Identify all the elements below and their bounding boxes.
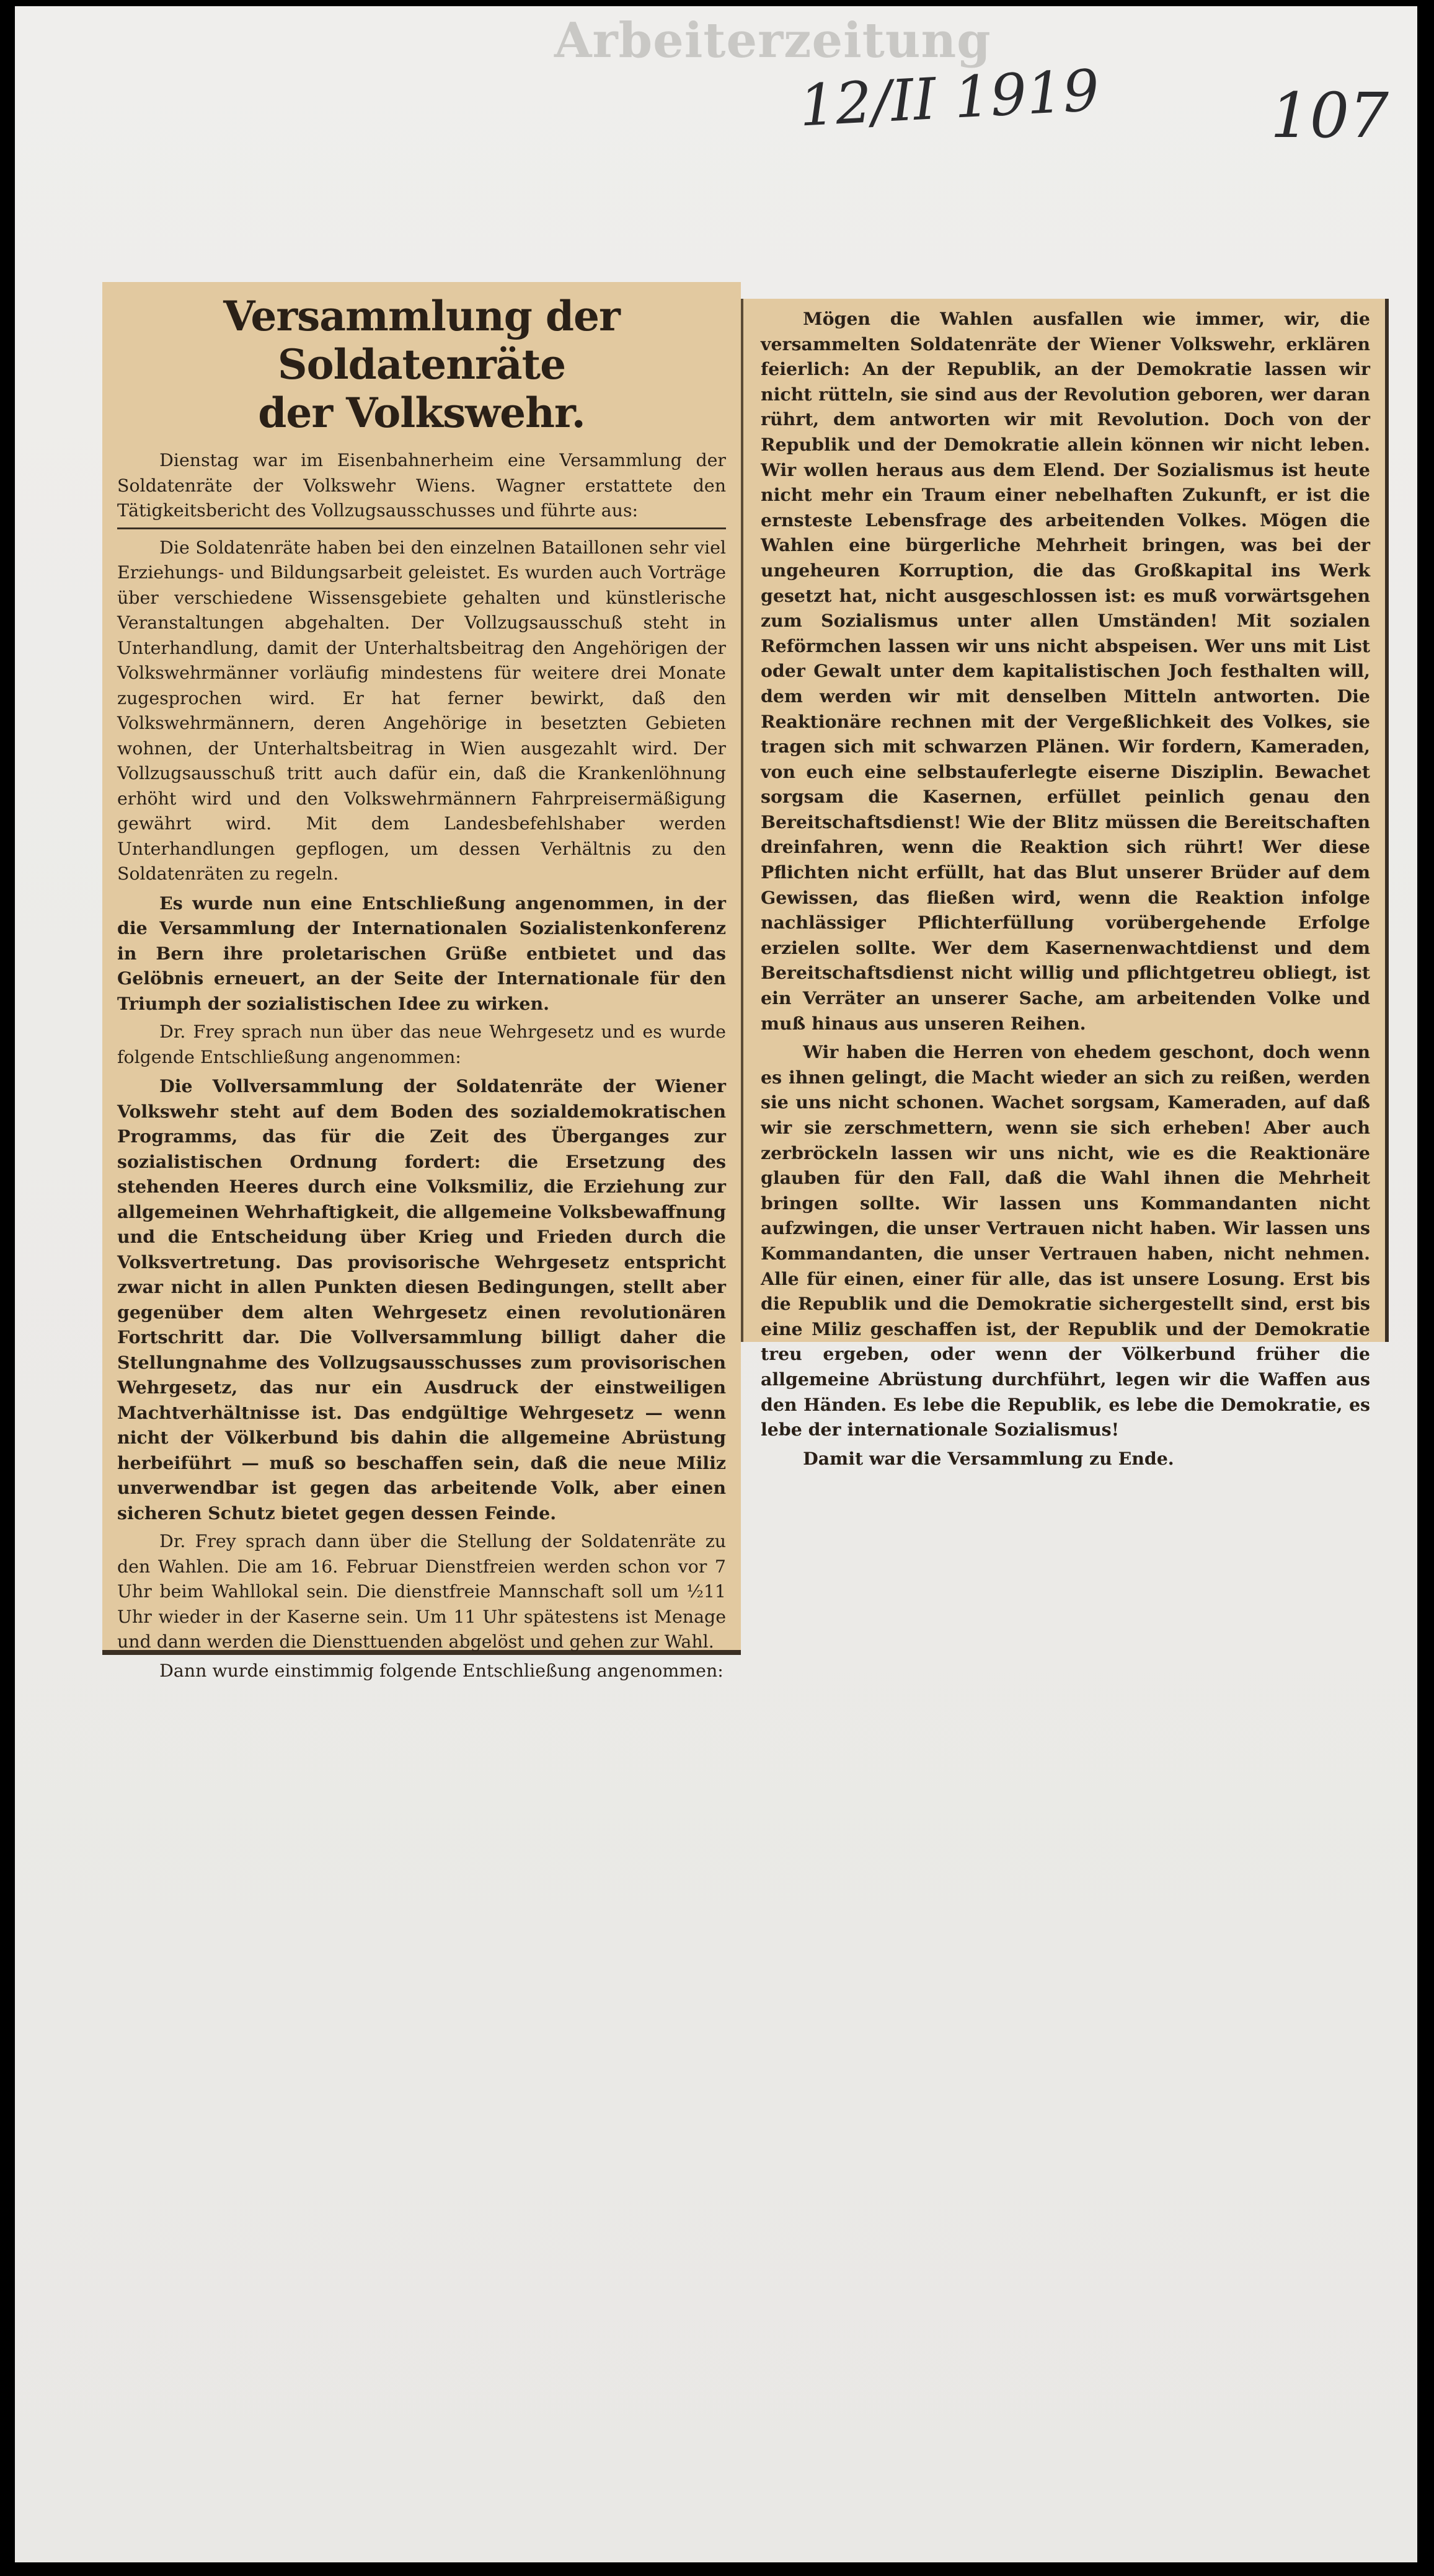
- paragraph: Die Soldatenräte haben bei den einzelnen Bataillonen sehr viel Erziehungs- und Bildungsarbeit geleistet. Es wurden auch Vorträge über verschiedene Wissensgebiete gehalten und künstlerische Veranstaltungen abgehalten. Der Vollzugsausschuß steht in Unterhandlung, damit der Unterhaltsbeitrag den Angehörigen der Volkswehrmänner vorläufig mindestens für weitere drei Monate zugesprochen wird. Er hat ferner bewirkt, daß den Volkswehrmännern, deren Angehörige in besetzten Gebieten wohnen, der Unterhaltsbeitrag in Wien ausgezahlt wird. Der Vollzugsausschuß tritt auch dafür ein, daß die Krankenlöhnung erhöht wird und den Volkswehrmännern Fahrpreisermäßigung gewährt wird. Mit dem Landesbefehlshaber werden Unterhandlungen gepflogen, um dessen Verhältnis zu den Soldatenräten zu regeln.: [117, 537, 726, 884]
- headline-line-2: der Volkswehr.: [258, 389, 585, 437]
- paragraph: Dr. Frey sprach dann über die Stellung der Soldatenräte zu den Wahlen. Die am 16. Februar Dienstfreien werden schon vor 7 Uhr beim Wahllokal sein. Die dienstfreie Mannschaft soll um ½11 Uhr wieder in der Kaserne sein. Um 11 Uhr spätestens ist Menage und dann werden die Diensttuenden abgelöst und gehen zur Wahl.: [117, 1531, 726, 1652]
- resolution-paragraph: Wir haben die Herren von ehedem geschont, doch wenn es ihnen gelingt, die Macht wieder an sich zu reißen, werden sie uns nicht schonen. Wachet sorgsam, Kameraden, auf daß wir sie zerschmettern, wenn sie sich erheben! Aber auch zerbröckeln lassen wir uns nicht, wie es die Reaktionäre glauben für den Fall, daß die Wahl ihnen die Mehrheit bringen sollte. Wir lassen uns Kommandanten nicht aufzwingen, die unser Vertrauen nicht haben. Wir lassen uns Kommandanten, die unser Vertrauen haben, nicht nehmen. Alle für einen, einer für alle, das ist unsere Losung. Erst bis die Republik und die Demokratie sichergestellt sind, erst bis eine Miliz geschaffen ist, der Republik und der Demokratie treu ergeben, oder wenn der Völkerbund früher die allgemeine Abrüstung durchführt, legen wir die Waffen aus den Händen. Es lebe die Republik, es lebe die Demokratie, es lebe der internationale Sozialismus!: [761, 1041, 1370, 1440]
- article-headline: [117, 292, 726, 437]
- resolution-paragraph: Mögen die Wahlen ausfallen wie immer, wir, die versammelten Soldatenräte der Wiener Volkswehr, erklären feierlich: An der Republik, an der Demokratie lassen wir nicht rütteln, sie sind aus der Revolution geboren, wer daran rührt, dem antworten wir mit Revolution. Doch von der Republik und der Demokratie allein können wir nicht leben. Wir wollen heraus aus dem Elend. Der Sozialismus ist heute nicht mehr ein Traum einer nebelhaften Zukunft, er ist die ernsteste Lebensfrage des arbeitenden Volkes. Mögen die Wahlen eine bürgerliche Mehrheit bringen, was bei der ungeheuren Korruption, die das Großkapital ins Werk gesetzt hat, nicht ausgeschlossen ist: es muß vorwärtsgehen zum Sozialismus unter allen Umständen! Mit sozialen Reförmchen lassen wir uns nicht abspeisen. Wer uns mit List oder Gewalt unter dem kapitalistischen Joch festhalten will, dem werden wir mit denselben Mitteln antworten. Die Reaktionäre rechnen mit der Vergeßlichkeit des Volkes, sie tragen sich mit schwarzen Plänen. Wir fordern, Kameraden, von euch eine selbstauferlegte eiserne Disziplin. Bewachet sorgsam die Kasernen, erfüllet peinlich genau den Bereitschaftsdienst! Wie der Blitz müssen die Bereitschaften dreinfahren, wenn die Reaktion sich rührt! Wer diese Pflichten nicht erfüllt, hat das Blut unserer Brüder auf dem Gewissen, das fließen wird, wenn die Reaktion infolge nachlässiger Pflichterfüllung vorübergehende Erfolge erzielen sollte. Wer dem Kasernenwachtdienst und dem Bereitschaftsdienst nicht willig und pflichtgetreu obliegt, ist ein Verräter an unserer Sache, am arbeitenden Volke und muß hinaus aus unseren Reihen.: [761, 308, 1370, 1034]
- closing-line: Damit war die Versammlung zu Ende.: [803, 1447, 1174, 1469]
- resolution-paragraph: Die Vollversammlung der Soldatenräte der Wiener Volkswehr steht auf dem Boden des sozialdemokratischen Programms, das für die Zeit des Überganges zur sozialistischen Ordnung fordert: die Ersetzung des stehenden Heeres durch eine Volksmiliz, die Erziehung zur allgemeinen Wehrhaftigkeit, die allgemeine Volksbewaffnung und die Entscheidung über Krieg und Frieden durch die Volksvertretung. Das provisorische Wehrgesetz entspricht zwar nicht in allen Punkten diesen Bedingungen, stellt aber gegenüber dem alten Wehrgesetz einen revolutionären Fortschritt dar. Die Vollversammlung billigt daher die Stellungnahme des Vollzugsausschusses zum provisorischen Wehrgesetz, das nur ein Ausdruck der einstweiligen Machtverhältnisse ist. Das endgültige Wehrgesetz — wenn nicht der Völkerbund bis dahin die allgemeine Abrüstung herbeiführt — muß so beschaffen sein, daß die neue Miliz unverwendbar ist gegen das arbeitende Volk, aber einen sicheren Schutz bietet gegen dessen Feinde.: [117, 1075, 726, 1524]
- handwritten-page-number: 107: [1270, 79, 1389, 152]
- handwritten-date: 12/II 1919: [797, 57, 1101, 139]
- newspaper-name-stamp: Arbeiterzeitung: [554, 12, 991, 69]
- divider: [117, 527, 726, 529]
- paragraph: Dienstag war im Eisenbahnerheim eine Versammlung der Soldatenräte der Volkswehr Wiens. Wagner erstattete den Tätigkeitsbericht des Vollzugsausschusses und führte aus:: [117, 450, 726, 521]
- paragraph: Es wurde nun eine Entschließung angenommen, in der die Versammlung der Internationalen Sozialistenkonferenz in Bern ihre proletarischen Grüße entbietet und das Gelöbnis erneuert, an der Seite der Internationale für den Triumph der sozialistischen Idee zu wirken.: [117, 892, 726, 1014]
- paragraph: Dann wurde einstimmig folgende Entschließung angenommen:: [159, 1660, 724, 1681]
- paragraph: Dr. Frey sprach nun über das neue Wehrgesetz und es wurde folgende Entschließung angenommen:: [117, 1021, 726, 1067]
- headline-line-1: Versammlung der Soldatenräte: [223, 292, 620, 389]
- clipping-right-column: [741, 299, 1389, 1469]
- clipping-left-column: [102, 282, 741, 1681]
